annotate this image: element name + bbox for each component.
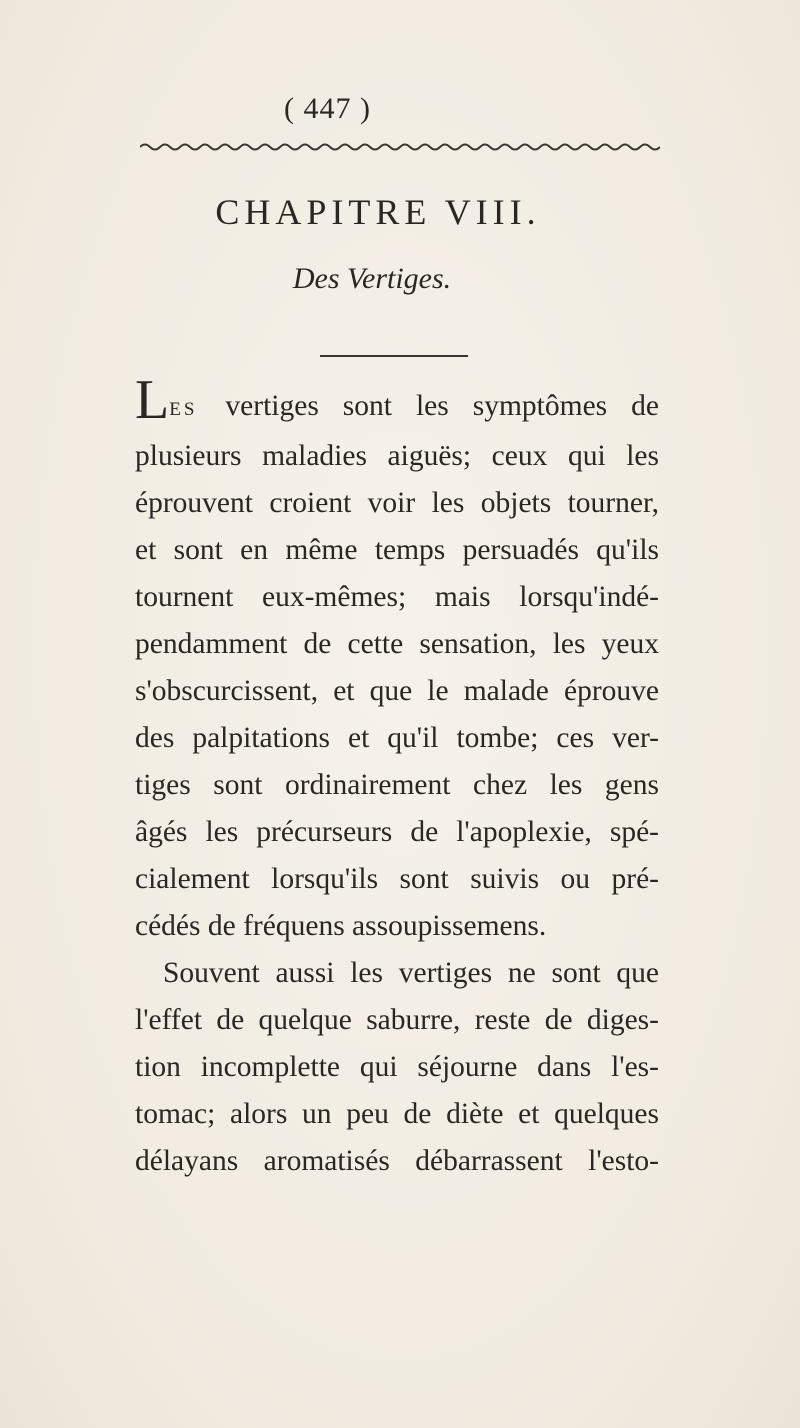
text-line: Souvent aussi les vertiges ne sont que (163, 957, 659, 989)
text-line: tion incomplette qui séjourne dans l'es- (135, 1051, 659, 1083)
text-line: plusieurs maladies aiguës; ceux qui les (135, 440, 659, 472)
text-line: pendamment de cette sensation, les yeux (135, 628, 659, 660)
text-line: âgés les précurseurs de l'apoplexie, spé- (135, 816, 659, 848)
paragraph-2 (135, 950, 659, 1185)
text-line: cialement lorsqu'ils sont suivis ou pré- (135, 863, 659, 895)
text-line: éprouvent croient voir les objets tourner, (135, 487, 659, 519)
text-line: cédés de fréquens assoupissemens. (135, 910, 547, 942)
text-line: et sont en même temps persuadés qu'ils (135, 534, 659, 566)
section-rule (320, 355, 468, 357)
text-line: l'effet de quelque saburre, reste de diges- (135, 1004, 659, 1036)
drop-cap: L (135, 369, 170, 431)
paragraph-1 (135, 369, 659, 950)
text-line: LES vertiges sont les symptômes de (135, 369, 659, 431)
chapter-subtitle: Des Vertiges. (292, 262, 452, 295)
text-line: tiges sont ordinairement chez les gens (135, 769, 659, 801)
page-number: ( 447 ) (284, 92, 371, 125)
body-text (135, 369, 659, 1185)
text-line: s'obscurcissent, et que le malade éprouve (135, 675, 659, 707)
chapter-title: CHAPITRE VIII. (215, 192, 541, 232)
first-word-rest: ES (169, 399, 198, 420)
text-line: tomac; alors un peu de diète et quelques (135, 1098, 659, 1130)
text-line: tournent eux-mêmes; mais lorsqu'indé- (135, 581, 659, 613)
wavy-ornament-divider (140, 141, 660, 153)
text-line: des palpitations et qu'il tombe; ces ver- (135, 722, 659, 754)
text-line: délayans aromatisés débarrassent l'esto- (135, 1145, 659, 1177)
